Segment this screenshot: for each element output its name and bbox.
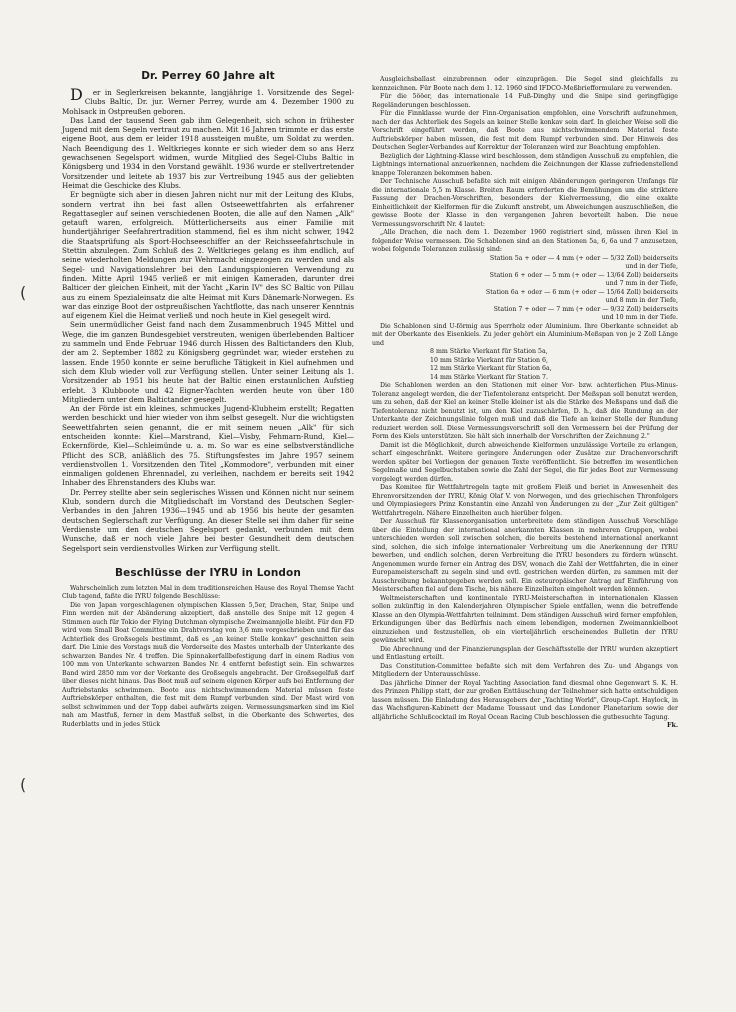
paragraph: Dr. Perrey stellte aber sein seglerisches Wissen und Können nicht nur seinem Klub, sondern durch die Mitgliedschaft im Vorstand des Deutschen Segler-Verbandes in den Jahren 1936—1945 und ab 1956 bis heute der gesamten deutschen Seglerschaft zur Verfügung. An dieser Stelle sei ihm daher für seine Verdienste um den deutschen Segelsport gedankt, verbunden mit dem Wunsche, daß er noch viele Jahre bei bester Gesundheit dem deutschen Segelsport sein verdienstvolles Wirken zur Verfügung stellt.	[62, 487, 354, 553]
article-body	[62, 585, 354, 730]
station-line: Station 5a + oder — 4 mm (+ oder — 5/32 Zoll) beiderseits	[489, 254, 678, 262]
paragraph: Für die Finnklasse wurde der Finn-Organisation empfohlen, eine Vorschrift aufzunehmen, nach der das Achterliek des Segels an keiner Stelle konkav sein darf. In gleicher Weise soll die Vorschrift eingeführt werden, daß Boote aus nichtschwimmendem Material feste Auftriebskörper haben müssen, die fest mit dem Rumpf verbunden sind. Der Hinweis des Deutschen Segler-Verbandes auf Korrektur der Toleranzen wird zur Beachtung empfohlen.	[372, 110, 678, 151]
station-line-cont: und 7 mm in der Tiefe,	[605, 280, 678, 287]
list-item: 12 mm Stärke Vierkant für Station 6a,	[430, 365, 552, 372]
paragraph: Die von Japan vorgeschlagenen olympischen Klassen 5,5er, Drachen, Star, Snipe und Finn werden mit der Abänderung akzeptiert, daß anstelle des Snipe mit 12 gegen 4 Stimmen auch für Tokio der Flying Dutchman olympische Zweimannjolle bleibt. Für den FD wird vom Small Boat Committee ein Drahtvorstag von 3,6 mm vorgeschrieben und für das Achterliek des Großsegels bestimmt, daß es „an keiner Stelle konkav" geschnitten sein darf. Die Linie des Vorstags muß die Vorderseite des Mastes unterhalb der Unterkante des schwarzen Bandes Nr. 4 treffen. Die Spinnakerfallbefestigung darf in einem Radius von 100 mm von Unterkante schwarzen Bandes Nr. 4 entfernt befestigt sein. Ein schwarzes Band wird 2850 mm vor der Vorkante des Großsegels angebracht. Der Großsegelfuß darf über dieses nicht hinaus. Das Boot muß auf seinem eigenen Körper aufs bei Entfernung der Auftriebstanks schwimmen. Boote aus nichtschwimmendem Material müssen feste Auftriebskörper enthalten, die fest mit dem Rumpf verbunden sind. Der Mast wird von selbst schwimmen und der Topp dabei aufwärts zeigen. Vermessungsmarken sind im Kiel nah am Mastfuß, ferner in dem Mastfuß selbst, in die Oberkante des Schwertes, des Ruderblatts und in jedes Stück	[62, 601, 354, 728]
station-line: Station 7 + oder — 7 mm (+ oder — 9/32 Zoll) beiderseits	[493, 305, 678, 313]
station-line-cont: und in der Tiefe,	[625, 263, 678, 270]
article-title: Beschlüsse der IYRU in London	[115, 566, 301, 579]
paragraph: Die Abrechnung und der Finanzierungsplan der Geschäftsstelle der IYRU wurden akzeptiert und Entlastung erteilt.	[372, 645, 678, 661]
station-line: Station 6 + oder — 5 mm (+ oder — 13/64 Zoll) beiderseits	[489, 271, 678, 279]
paragraph: Die Schablonen werden an den Stationen mit einer Vor- bzw. achterlichen Plus-Minus-Toleranz angelegt werden, die der Tiefentoleranz entspricht. Der Meßspan soll benutzt werden, um zu sehen, daß der Kiel an keiner Stelle kleiner ist als die Stärke des Meßspans und daß die Tiefentoleranz nicht benutzt ist, um den Kiel zuzuschärfen, D. h., daß die Rundung an der Unterkante der Zeichnungslinie folgen muß und daß die Tiefe an keiner Stelle der Rundung reduziert werden soll. Diese Vermessungsvorschrift soll den Vermessern bei der Prüfung der Form des Kiels unterstützen. Sie hält sich innerhalb der Vorschriften der Zeichnung 2."	[372, 382, 678, 440]
paragraph: Wahrscheinlich zum letzten Mal in dem traditionsreichen Hause des Royal Themse Yacht Club tagend, faßte die IYRU folgende Beschlüsse:	[62, 584, 354, 601]
list-item: 8 mm Stärke Vierkant für Station 5a,	[430, 348, 548, 355]
left-column	[62, 70, 354, 729]
article-title: Dr. Perrey 60 Jahre alt	[141, 70, 275, 82]
station-line-cont: und 10 mm in der Tiefe.	[601, 314, 678, 321]
paragraph: Weltmeisterschaften und kontinentale IYRU-Meisterschaften in internationalen Klassen sollen zukünftig in den Kalenderjahren Olympischer Spiele entfallen, wenn die betreffende Klasse an den Olympia-Wettfahrten teilnimmt. Dem ständigen Ausschuß wird ferner empfohlen, Erkundigungen über das Bedürfnis nach einem lebendigen, modernen Zweimannkielboot einzuziehen und festzustellen, ob ein vierteljährlich erscheinendes Bulletin der IYRU gewünscht wird.	[372, 594, 678, 644]
article-body	[62, 85, 354, 553]
right-column	[372, 76, 678, 731]
list-item: 10 mm Stärke Vierkant für Station 6,	[430, 356, 548, 364]
margin-mark: (	[20, 283, 27, 302]
paragraph: Er begnügte sich aber in diesen Jahren nicht nur mit der Leitung des Klubs, sondern vertrat ihn bei fast allen Ostseewettfahrten als erfahrener Regattasegler auf seinen verschiedenen Booten, die alle auf den Namen „Alk" getauft waren, erfolgreich. Mütterlicherseits aus einer Familie mit hundertjähriger Seefahrertradition stammend, fiel es ihm nicht schwer, 1942 die Staatsprüfung als Sport-Hochseeschiffer an der Reichsseefahrtschule in Stettin abzulegen. Zum Schluß des 2. Weltkrieges gelang es ihm endlich, auf seine wiederholten Meldungen zur Wehrmacht eingezogen zu werden und als Segel- und Navigationslehrer bei den Landungspionieren Verwendung zu finden. Mitte April 1945 verließ er mit einigen Kameraden, darunter drei Balticer der gleichen Einheit, mit der Yacht „Karin IV" des SC Baltic von Pillau aus zu einem Spezialeinsatz die alte Heimat mit Kurs Dänemark-Norwegen. Es war das einzige Boot der ostpreußischen Yachtflotte, das nach unserer Kenntnis auf eigenem Kiel die Heimat verließ und noch heute in Kiel gesegelt wird.	[62, 190, 354, 321]
paragraph: „Alle Drachen, die nach dem 1. Dezember 1960 registriert sind, müssen ihren Kiel in folgender Weise vermessen. Die Schablonen sind an den Stationen 5a, 6, 6a und 7 anzusetzen, wobei folgende Toleranzen zulässig sind:	[372, 229, 678, 253]
paragraph: Der in Seglerkreisen bekannte, langjährige 1. Vorsitzende des Segel-Clubs Baltic, Dr. jur. Werner Perrey, wurde am 4. Dezember 1900 zu Mohlsack in Ostpreußen geboren.	[62, 85, 354, 116]
paragraph: Bezüglich der Lightning-Klasse wird beschlossen, dem ständigen Ausschuß zu empfehlen, die Lightnings international anzuerkennen, nachdem die Zeichnungen der Klasse zufriedenstellend knappe Toleranzen bekommen haben.	[372, 152, 678, 177]
paragraph: Der Technische Ausschuß befaßte sich mit einigen Abänderungen geringeren Umfangs für die internationale 5,5 m Klasse. Breiten Raum erforderten die Bemühungen um die striktere Fassung der Drachen-Vorschriften, besonders der Kielvermessung, die eine exakte Einheitlichkeit der Kielformen für die Zukunft anstrebt, um Abweichungen auszuschließen, die gewisse Boote der Klasse in den vergangenen Jahren bevorteilt haben. Die neue Vermessungsvorschrift Nr. 4 lautet:	[372, 178, 678, 228]
paragraph: Das Komitee für Wettfahrtregeln tagte mit großem Fleiß und beriet in Anwesenheit des Ehrenvorsitzenden der IYRU, König Olaf V. von Norwegen, und des griechischen Thronfolgers und Olympiasiegers Prinz Konstantin eine Anzahl von Änderungen zu der „Zur Zeit gültigen" Wettfahrtregeln. Nähere Einzelheiten auch hierüber folgen.	[372, 484, 678, 517]
paragraph: Ausgleichsballast einzubrennen oder einzuprägen. Die Segel sind gleichfalls zu kennzeichnen. Für Boote nach dem 1. 12. 1960 sind IFDCO-Meßbriefformulare zu verwenden.	[372, 76, 678, 92]
paragraph: Das Constitution-Committee befaßte sich mit dem Verfahren des Zu- und Abgangs von Mitgliedern der Unterausschüsse.	[372, 662, 678, 678]
span-list	[372, 348, 678, 382]
list-item: 14 mm Stärke Vierkant für Station 7.	[430, 373, 548, 381]
paragraph: Die Schablonen sind U-förmig aus Sperrholz oder Aluminium. Ihre Oberkante schneidet ab mit der Oberkante des Eisenkiels. Zu jeder gehört ein Aluminium-Meßspan von je 2 Zoll Länge und	[372, 322, 678, 347]
paragraph: Der Ausschuß für Klassenorganisation unterbreitete dem ständigen Ausschuß Vorschläge über die Einteilung der international anerkannten Klassen in mehreren Gruppen, wobei unterschieden werden soll zwischen solchen, die bereits bestehend international anerkannt sind, solchen, die sich infolge internationaler Verbreitung um die Anerkennung der IYRU bewerben, und endlich solchen, deren Verbreitung die IYRU besonders zu fördern wünscht. Angenommen wurde ferner ein Antrag des DSV, wonach die Zahl der Wettfahrten, die in einer Europameisterschaft zu segeln sind und evtl. gestrichen werden dürfen, zu sammen mit der Ausschreibung bekanntgegeben werden soll. Ein osteuropäischer Antrag auf Einführung von Meisterschaften fiel auf dem Tische, bis nähere Einzelheiten eingeholt werden können.	[372, 518, 678, 593]
paragraph: Für die 5ööer, das internationale 14 Fuß-Dinghy und die Snipe sind geringfügige Regeländerungen beschlossen.	[372, 93, 678, 109]
station-line: Station 6a + oder — 6 mm (+ oder — 15/64 Zoll) beiderseits	[485, 288, 678, 296]
author-signature: Fk.	[667, 722, 678, 729]
station-tolerances	[372, 255, 678, 323]
margin-mark: (	[20, 775, 27, 794]
paragraph: Das jährliche Dinner der Royal Yachting Association fand diesmal ohne Gegenwart S. K. H. des Prinzen Philipp statt, der zur großen Enttäuschung der Teilnehmer sich hatte entschuldigen lassen müssen. Die Einladung des Herausgebers der „Yachting World", Group-Capt. Haylock, in das Wachsfiguren-Kabinett der Madame Toussaut und das Londoner Planetarium sowie der alljährliche Schlußcocktail im Royal Ocean Racing Club beschlossen die gutbesuchte Tagung.	[372, 679, 678, 721]
paragraph: An der Förde ist ein kleines, schmuckes Jugend-Klubheim erstellt; Regatten werden beschickt und hier wieder von ihm selbst gesegelt. Nur die wichtigsten Seewettfahrten seien genannt, die er mit seinem neuen „Alk" für sich entscheiden konnte: Kiel—Marstrand, Kiel—Visby, Fehmarn-Rund, Kiel—Eckernförde, Kiel—Schleimünde u. a. m. So war es eine selbstverständliche Pflicht des SCB, anläßlich des 75. Stiftungsfestes im Jahre 1957 seinem verdienstvollen 1. Vorsitzenden den Titel „Kommodore", verbunden mit einer einmaligen goldenen Ehrennadel, zu verleihen, nachdem er bereits seit 1942 Inhaber des Ehrenstanders des Klubs war.	[62, 404, 354, 488]
paragraph: Damit ist die Möglichkeit, durch abweichende Kielformen unzulässige Vorteile zu erlangen, scharf eingeschränkt. Weitere geringere Änderungen oder Zusätze zur Drachenvorschrift werden später bei Vorliegen der genauen Texte veröffentlicht. Sie betreffen im wesentlichen Segelmaße und Segelbuchstaben sowie die Zahl der Segel, die für jedes Boot zur Vermessung vorgelegt werden dürfen.	[372, 441, 678, 483]
paragraph: Das Land der tausend Seen gab ihm Gelegenheit, sich schon in frühester Jugend mit dem Segeln vertraut zu machen. Mit 16 Jahren trimmte er das erste eigene Boot, aus dem er leider 1918 aussteigen mußte, um Soldat zu werden. Nach Beendigung des 1. Weltkrieges konnte er sich wieder dem so ans Herz gewachsenen Segelsport widmen, wurde Mitglied des Segel-Clubs Baltic in Königsberg und 1934 in den Vorstand gewählt. 1936 wurde er stellvertretender Vorsitzender und leitete ab 1937 bis zur Vertreibung 1945 aus der geliebten Heimat die Geschicke des Klubs.	[62, 115, 354, 190]
paragraph: Sein unermüdlicher Geist fand nach dem Zusammenbruch 1945 Mittel und Wege, die im ganzen Bundesgebiet verstreuten, wenigen überlebenden Balticer zu sammeln und Ende Februar 1946 durch Hissen des Baltictanders den Klub, der am 2. September 1882 zu Königsberg gegründet war, wieder erstehen zu lassen. Ende 1950 konnte er seine berufliche Tätigkeit in Kiel aufnehmen und sich dem Klub wieder voll zur Verfügung stellen. Unter seiner Leitung als 1. Vorsitzender ab 1951 bis heute hat der Baltic einen erstaunlichen Aufstieg erlebt. 3 Klubboote und 42 Eigner-Yachten werden heute von über 180 Mitgliedern unter dem Baltictander gesegelt.	[62, 320, 354, 404]
station-line-cont: und 8 mm in der Tiefe,	[605, 297, 678, 304]
